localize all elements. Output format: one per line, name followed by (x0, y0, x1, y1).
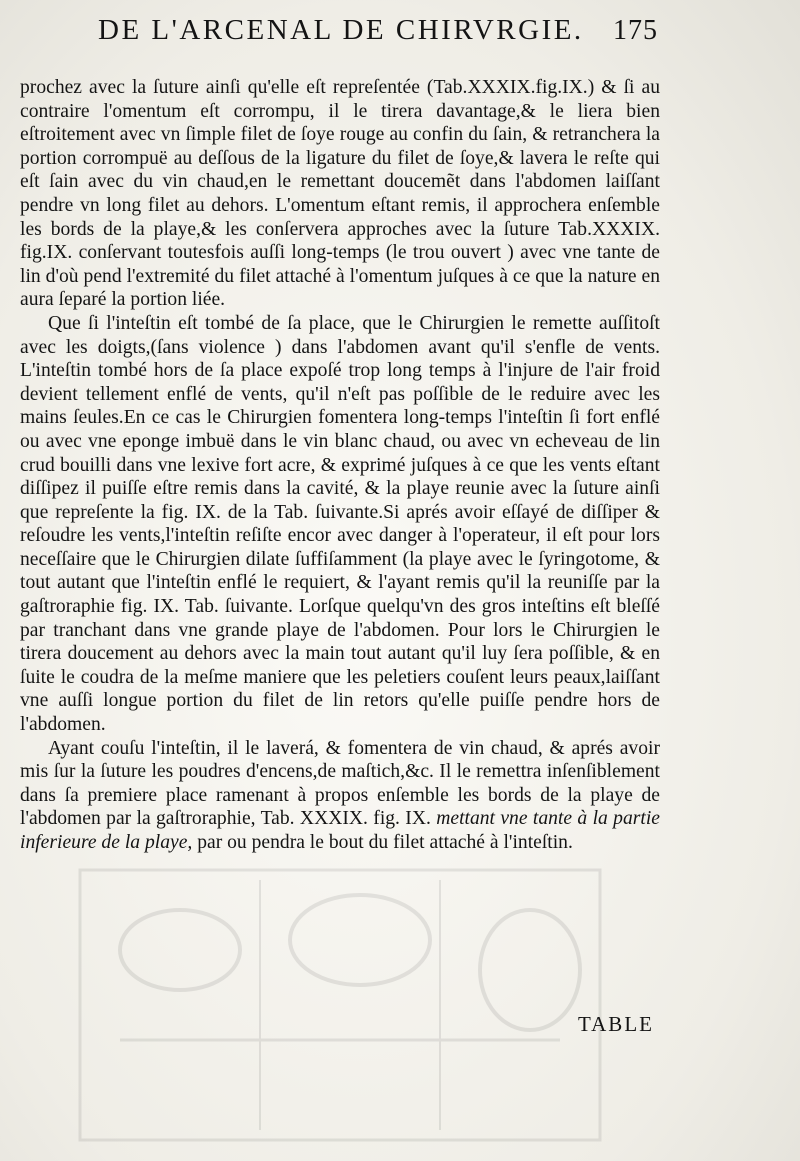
paragraph-3-text-after: par ou pendra le bout du filet attaché à l'inteſtin. (192, 832, 573, 853)
catchword: TABLE (578, 1012, 654, 1036)
paragraph-1: prochez avec la ſuture ainſi qu'elle eſt repreſentée (Tab.XXXIX.fig.IX.) & ſi au contraire l'omentum eſt corrompu, il le tirera davantage,& le liera bien eſtroitement avec vn ſimple filet de ſoye rouge au confin du ſain, & retranchera la portion corrompuë au deſſous de la ligature du filet de ſoye,& lavera le reſte qui eſt ſain avec du vin chaud,en le remettant doucemẽt dans l'abdomen laiſſant pendre vn long filet au dehors. L'omentum eſtant remis, il approchera enſemble les bords de la playe,& les conſervera approches avec la ſuture Tab.XXXIX. fig.IX. conſervant toutesfois auſſi long-temps (le trou ouvert ) avec vne tante de lin d'où pend l'extremité du filet attaché à l'omentum juſques à ce que la nature en aura ſeparé la portion liée. (20, 77, 660, 311)
page-header (98, 14, 658, 47)
paragraph-2: Que ſi l'inteſtin eſt tombé de ſa place, que le Chirurgien le remette auſſitoſt avec les doigts,(ſans violence ) dans l'abdomen avant qu'il s'enfle de vents. L'inteſtin tombé hors de ſa place expoſé trop long temps à l'injure de l'air froid devient tellement enflé de vents, qu'il n'eſt pas poſſible de le reduire avec les mains ſeules.En ce cas le Chirurgien fomentera long-temps l'inteſtin ſi fort enflé ou avec vne eponge imbuë dans le vin blanc chaud, ou avec vn echeveau de lin crud bouilli dans vne lexive fort acre, & exprimé juſques à ce que les vents eſtant diſſipez il puiſſe eſtre remis dans la cavité, & la playe reunie avec la ſuture ainſi que repreſente la fig. IX. de la Tab. ſuivante.Si aprés avoir eſſayé de diſſiper & reſoudre les vents,l'inteſtin reſiſte encor avec danger à l'operateur, il eſt pour lors neceſſaire que le Chirurgien dilate ſuffiſamment (la playe avec le ſyringotome, & tout autant que l'inteſtin enflé le requiert, & l'ayant remis qu'il la reuniſſe par la gaſtroraphie fig. IX. Tab. ſuivante. Lorſque quelqu'vn des gros inteſtins eſt bleſſé par tranchant dans vne grande playe de l'abdomen. Pour lors le Chirurgien le tirera doucement au dehors avec la main tout autant qu'il luy ſera poſſible, & en ſuite le coudra de la meſme maniere que les peletiers couſent leurs peaux,laiſſant vne auſſi longue portion du filet de lin retors qu'elle puiſſe pendre hors de l'abdomen. (20, 312, 660, 736)
paragraph-3-italic: mettant vne tante à la partie inferieure de la playe, (20, 808, 660, 853)
page-number: 175 (613, 15, 658, 46)
body-text (20, 76, 660, 855)
running-head: DE L'ARCENAL DE CHIRVRGIE. (98, 14, 584, 46)
paragraph-3-text-before: Ayant couſu l'inteſtin, il le laverá, & fomentera de vin chaud, & aprés avoir mis ſur la ſuture les poudres d'encens,de maſtich,&c. Il le remettra inſenſiblement dans ſa premiere place ramenant à propos enſemble les bords de la playe de l'abdomen par la gaſtroraphie, Tab. XXXIX. fig. IX. (20, 737, 660, 830)
bleed-through-engraving (60, 860, 620, 1150)
paragraph-3 (20, 737, 660, 855)
